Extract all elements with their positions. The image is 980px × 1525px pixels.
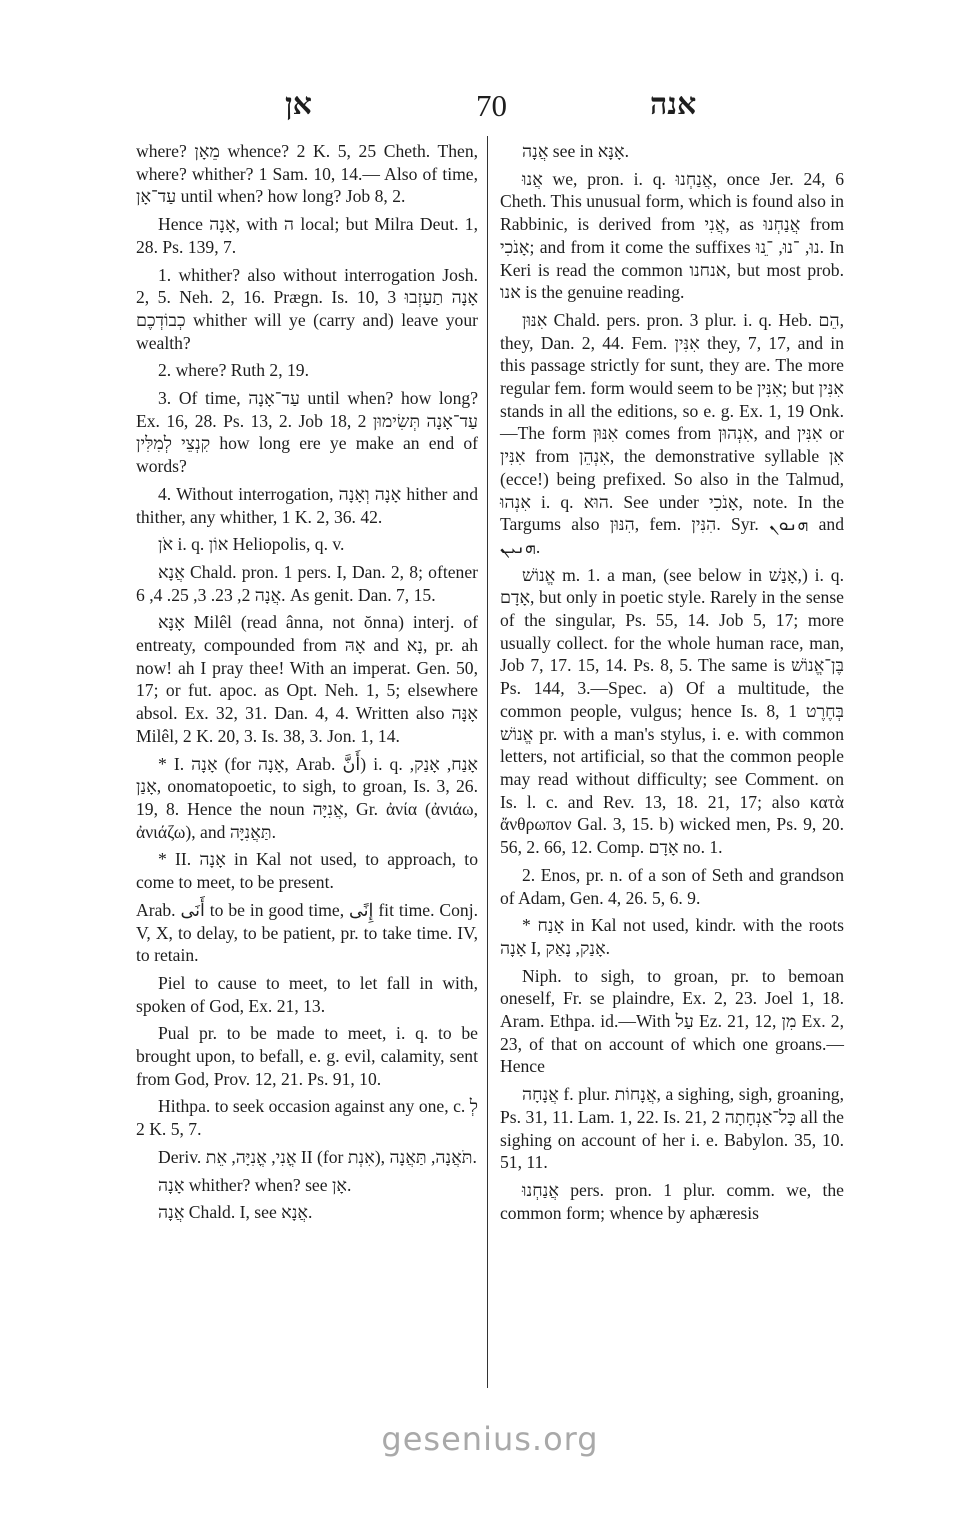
dictionary-entry: אֱנוֹשׁ m. 1. a man, (see below in אָנַשׁ,) i. q. אָדָם, but only in poetic style. Rarely in the sense of the singular, Ps. 55, 14. Job 5, 17; more usually collect. for the whole human race, man, Job 7, 17. 15, 14. Ps. 8, 5. The same is בֶּן־אֱנוֹשׁ Ps. 144, 3.—Spec. a) Of a multitude, the common people, vulgus; hence Is. 8, 1 בְּחֶרֶט אֱנוֹשׁ pr. with a man's stylus, i. e. with common letters, not artificial, so that the common people may read without difficulty; see Comment. on Is. l. c. and Rev. 13, 18. 21, 17; also κατὰ ἄνθρωπον Gal. 3, 15. b) wicked men, Ps. 9, 20. 56, 2. 66, 12. Comp. אָדָם no. 1. [500,564,844,858]
entry-sense: Pual pr. to be made to meet, i. q. to be brought upon, to befall, e. g. evil, calamity, sent from God, Prov. 12, 21. Ps. 91, 10. [136,1023,478,1089]
dictionary-entry: אִנּוּן Chald. pers. pron. 3 plur. i. q. Heb. הֵם, they, Dan. 2, 44. Fem. אִנִּין they, 7, 17, and in this passage strictly for sunt, they are. The more regular fem. form would seem to be אִנִּין; but אִנִּין stands in all the editions, so e. g. Ex. 1, 19 Onk.—The form אִנּוּן comes from אִנְהוּן, and אִנִּין or אִנִּין from אִנְהֵן, the demonstrative syllable אִן (ecce!) being prefixed. So also in the Talmud, אִנְהוּ i. q. הוּא. See under אָנֹכִי, note. In the Targums also הִנּוּן, fem. הִנִּין. Syr. ܗܢܘܢ and ܗܢܝܢ. [500,309,845,557]
dictionary-entry: אֲנָא Chald. pron. 1 pers. I, Dan. 2, 8; oftener אֲנָה 2, 23. 3, 25. 4, 6. As genit. Dan. 7, 15. [136,561,478,605]
header-right-guide-word: אנה [650,88,697,121]
dictionary-entry: אָנָּא Milêl (read ânna, not ŏnna) interj. of entreaty, compounded from אָהּ and נָא, pr. ah now! ah I pray thee! With an imperat. Gen. 50, 17; or fut. apoc. as Opt. Neh. 1, 5; elsewhere absol. Ex. 32, 31. Dan. 4, 4. Written also אָנָּה Milêl, 2 K. 20, 3. Is. 38, 3. Jon. 1, 14. [136,612,479,746]
dictionary-entry: אֲנָה see in אָנָּא. [522,141,630,161]
entry-sense: 1. whither? also without interrogation Josh. 2, 5. Neh. 2, 16. Prægn. Is. 10, 3 אָנָה תַעַזְבוּ כְבוֹדְכֶם whither will ye (carry and) leave your wealth? [136,264,478,353]
entry-sense: Niph. to sigh, to groan, pr. to bemoan oneself, Fr. se plaindre, Ex. 2, 23. Joel 1, 18. Aram. Ethpa. id.—With עַל Ez. 21, 12, מִן Ex. 2, 23, of that on account of which one groans.—Hence [500,965,844,1077]
entry-continuation: where? מֵאָן whence? 2 K. 5, 25 Cheth. Then, where? whither? 1 Sam. 10, 14.— Also of time, עַד־אָן until when? how long? Job 8, 2. [136,141,479,207]
entry-sense: Hence אָנָה, with ה local; but Milra Deut. 1, 28. Ps. 139, 7. [136,214,478,257]
page-number: 70 [476,88,507,123]
column-divider [487,136,488,1388]
dictionary-entry: * II. אָנָה in Kal not used, to approach, to come to meet, to be present. [136,849,478,893]
entry-sense: 3. Of time, עַד־אָנָה until when? how long? Ex. 16, 28. Ps. 13, 2. Job 18, 2 עַד־אָנָה תְּשִׂימוּן קִנְצֵי לְמִלִּין how long ere ye make an end of words? [136,388,479,477]
dictionary-entry: אֲנָה Chald. I, see אֲנָא. [158,1202,313,1223]
dictionary-entry: אָנָה whither? when? see אָן. [158,1174,352,1195]
right-column [500,140,844,1229]
entry-sense: 4. Without interrogation, אָנָה וְאָנָה hither and thither, any whither, 1 K. 2, 36. 42. [136,483,478,527]
entry-sense: Arab. أَنَى to be in good time, إِنًى fit time. Conj. V, X, to delay, to be patient, pr. to take time. IV, to retain. [136,899,478,966]
entry-sense: Hithpa. to seek occasion against any one, c. לְ 2 K. 5, 7. [136,1096,478,1140]
dictionary-entry: אֲנָחָה f. plur. אֲנָחוֹת, a sighing, sigh, groaning, Ps. 31, 11. Lam. 1, 22. Is. 21, 2 כָּל־אַנְחָתָה all the sighing on account of her i. e. Babylon. 35, 10. 51, 11. [500,1084,844,1173]
entry-sense: Piel to cause to meet, to let fall in with, spoken of God, Ex. 21, 13. [136,972,478,1016]
header-left-guide-word: אן [285,88,312,121]
left-column [136,140,478,1229]
entry-sense: 2. Enos, pr. n. of a son of Seth and grandson of Adam, Gen. 4, 26. 5, 6. 9. [500,864,844,908]
entry-sense: 2. where? Ruth 2, 19. [158,360,309,381]
entry-sense: Deriv. אֳנִי, אֳנִיָּה, אֵת II (for אִנְת), תֹּאֲנָה, תַּאֲנָה. [158,1146,477,1167]
dictionary-entry: * אָנַח in Kal not used, kindr. with the roots אָנָה I, אָנַק, נָאַק. [500,915,844,958]
site-watermark: gesenius.org [381,1420,599,1458]
dictionary-entry: * I. אָנָה (for אָנָה, Arab. أَنَّ) i. q. אָנַח, אָנַק, אָנַן, onomatopoetic, to sigh, to groan, Is. 3, 26. 19, 8. Hence the noun אֲנִיָּה, Gr. ἀνία (ἀνιάω, ἀνιάζω), and תַּאֲנִיָּה. [136,753,479,842]
dictionary-entry: אֹן i. q. אוֹן Heliopolis, q. v. [158,534,345,555]
dictionary-entry: אֲנוּ we, pron. i. q. אֲנַחְנוּ, once Jer. 24, 6 Cheth. This unusual form, which is found also in Rabbinic, is derived from אֲנִי, as אֲנַחְנוּ from אָנֹכִי; and from it come the suffixes נוּ, ־נוּ, ־ֵנוּ. In Keri is read the common אנחנו, but most prob. אנו is the genuine reading. [500,168,845,303]
dictionary-entry: אֲנַחְנוּ pers. pron. 1 plur. comm. we, the common form; whence by aphæresis [500,1179,844,1223]
